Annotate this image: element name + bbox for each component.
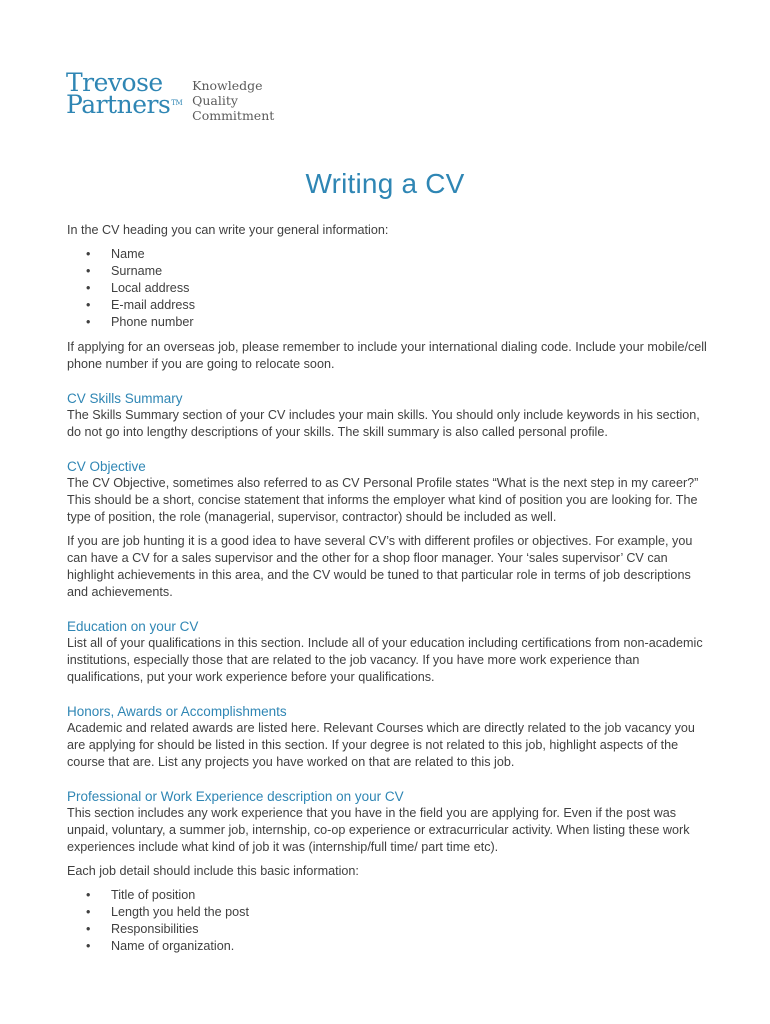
list-item-text: E-mail address <box>111 298 195 312</box>
logo-brand <box>66 68 183 119</box>
logo-tagline-1: Knowledge <box>192 78 263 93</box>
logo-brand-line2-wrap <box>66 90 183 119</box>
general-info-list <box>67 246 707 331</box>
list-item-text: Responsibilities <box>111 922 199 936</box>
section-body-objective-1: The CV Objective, sometimes also referred to as CV Personal Profile states “What is the next step in my career?” This should be a short, concise statement that informs the employer what kind of position you are looking for. The type of position, the role (managerial, supervisor, contractor) should be included as well. <box>67 476 699 524</box>
list-item-text: Phone number <box>111 315 194 329</box>
section-heading-education: Education on your CV <box>67 619 199 634</box>
bullet-icon: • <box>86 281 91 295</box>
list-item <box>67 904 707 921</box>
list-item-text: Name <box>111 247 145 261</box>
list-item <box>67 280 707 297</box>
logo-trademark: TM <box>171 99 183 107</box>
list-item <box>67 887 707 904</box>
section-body-objective-2: If you are job hunting it is a good idea to have several CV’s with different profiles or objectives. For example, you can have a CV for a sales supervisor and the other for a shop floor manager. Your ‘sales supervisor’ CV can highlight achievements in this area, and the CV would be tuned to that particular role in terms of job descriptions and achievements. <box>67 534 693 599</box>
list-item <box>67 246 707 263</box>
list-item-text: Surname <box>111 264 163 278</box>
section-heading-skills: CV Skills Summary <box>67 391 183 406</box>
page-title: Writing a CV <box>305 168 465 199</box>
section-body-experience-1: This section includes any work experience that you have in the field you are applying for. Even if the post was unpaid, voluntary, a summer job, internship, co-op experience or extracurricular activity. When listing these work experiences include what kind of job it was (internship/full time/ part time etc). <box>67 806 690 854</box>
section-body-education: List all of your qualifications in this section. Include all of your education including certifications from non-academic institutions, especially those that are related to the job vacancy. If you have more work experience than qualifications, put your work experience before your qualifications. <box>67 636 703 684</box>
document-body <box>67 222 707 963</box>
list-item-text: Name of organization. <box>111 939 235 953</box>
bullet-icon: • <box>86 939 91 953</box>
list-item <box>67 938 707 955</box>
bullet-icon: • <box>86 905 91 919</box>
logo-tagline <box>192 78 274 123</box>
section-body-experience-2: Each job detail should include this basic information: <box>67 864 359 878</box>
logo-tagline-3: Commitment <box>192 108 275 123</box>
logo-brand-line1: Trevose <box>66 68 163 97</box>
list-item <box>67 921 707 938</box>
section-heading-honors: Honors, Awards or Accomplishments <box>67 704 287 719</box>
list-item <box>67 314 707 331</box>
intro-text: In the CV heading you can write your general information: <box>67 223 389 237</box>
company-logo <box>66 68 275 123</box>
bullet-icon: • <box>86 922 91 936</box>
bullet-icon: • <box>86 247 91 261</box>
logo-tagline-2: Quality <box>192 93 238 108</box>
bullet-icon: • <box>86 264 91 278</box>
bullet-icon: • <box>86 888 91 902</box>
bullet-icon: • <box>86 298 91 312</box>
bullet-icon: • <box>86 315 91 329</box>
job-detail-list <box>67 887 707 955</box>
list-item-text: Local address <box>111 281 190 295</box>
logo-brand-line2: Partners <box>66 90 171 119</box>
section-body-skills: The Skills Summary section of your CV includes your main skills. You should only include keywords in his section, do not go into lengthy descriptions of your skills. The skill summary is also called personal profile. <box>67 408 700 439</box>
section-heading-experience: Professional or Work Experience description on your CV <box>67 789 404 804</box>
section-heading-objective: CV Objective <box>67 459 146 474</box>
list-item-text: Title of position <box>111 888 196 902</box>
intro-note: If applying for an overseas job, please remember to include your international dialing code. Include your mobile/cell phone number if you are going to relocate soon. <box>67 340 707 371</box>
list-item <box>67 297 707 314</box>
list-item <box>67 263 707 280</box>
list-item-text: Length you held the post <box>111 905 249 919</box>
section-body-honors: Academic and related awards are listed here. Relevant Courses which are directly related to the job vacancy you are applying for should be listed in this section. If your degree is not related to this job, highlight aspects of the course that are. List any projects you have worked on that are related to this job. <box>67 721 695 769</box>
